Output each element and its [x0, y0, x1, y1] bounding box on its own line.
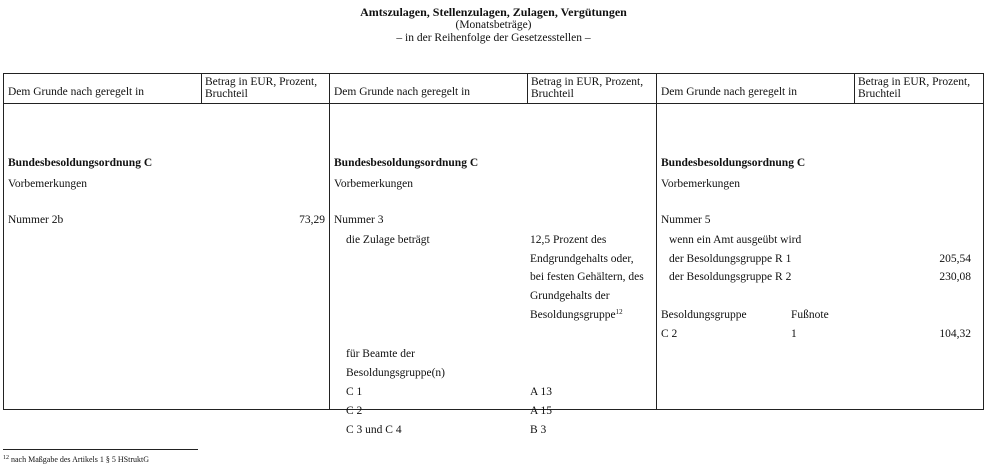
zulage-value-line: bei festen Gehältern, des [530, 271, 644, 283]
grade-row-value: 230,08 [939, 271, 971, 283]
item-label: Nummer 2b [8, 214, 64, 226]
section-heading: Bundesbesoldungsordnung C [8, 157, 153, 169]
group-row-value: B 3 [530, 424, 547, 436]
item-label: Nummer 3 [334, 214, 384, 226]
group-row-value: A 13 [530, 386, 553, 398]
group-row-label: C 1 [346, 386, 363, 398]
column-block-3 [657, 104, 984, 410]
beamte-label: Besoldungsgruppe(n) [346, 367, 446, 379]
section-heading: Bundesbesoldungsordnung C [334, 157, 479, 169]
group-row-label: C 3 und C 4 [346, 424, 402, 436]
amount-value: 104,32 [939, 328, 971, 340]
zulage-value-line: Besoldungsgruppe$^{12}$ [530, 308, 623, 321]
footnote-reference: 12 [615, 308, 623, 316]
document-header [0, 6, 987, 45]
footnote-column-header: Fußnote [791, 309, 829, 321]
header-cell-basis-3: Dem Grunde nach geregelt in [657, 74, 855, 104]
section-subheading: Vorbemerkungen [334, 178, 413, 190]
allowance-table [3, 73, 984, 436]
footnote-text: nach Maßgabe des Artikels 1 § 5 HStruktG [11, 455, 149, 464]
section-heading: Bundesbesoldungsordnung C [661, 157, 806, 169]
column-block-2 [330, 104, 657, 436]
grade-row-value: 205,54 [939, 253, 971, 265]
section-subheading: Vorbemerkungen [8, 178, 87, 190]
header-cell-basis-2: Dem Grunde nach geregelt in [330, 74, 528, 104]
zulage-label: die Zulage beträgt [346, 234, 430, 246]
group-row-value: A 15 [530, 405, 553, 417]
item-label: Nummer 5 [661, 214, 711, 226]
group-value: C 2 [661, 328, 678, 340]
group-row-label: C 2 [346, 405, 363, 417]
group-column-header: Besoldungsgruppe [661, 309, 747, 321]
footnote [3, 455, 149, 464]
grade-row-label: der Besoldungsgruppe R 1 [669, 253, 792, 265]
condition-text: wenn ein Amt ausgeübt wird [669, 234, 802, 246]
item-value: 73,29 [299, 214, 325, 226]
zulage-value-line: 12,5 Prozent des [530, 234, 607, 246]
header-cell-amount-2: Betrag in EUR, Prozent, Bruchteil [528, 74, 657, 104]
table-header-row [4, 74, 984, 104]
section-subheading: Vorbemerkungen [661, 178, 740, 190]
footnote-value: 1 [791, 328, 797, 340]
zulage-value-line: Endgrundgehalts oder, [530, 253, 634, 265]
header-cell-amount-1: Betrag in EUR, Prozent, Bruchteil [202, 74, 330, 104]
header-cell-basis-1: Dem Grunde nach geregelt in [4, 74, 202, 104]
zulage-value-line: Grundgehalts der [530, 290, 610, 302]
table-body-row [4, 104, 984, 410]
column-block-1 [4, 104, 330, 410]
grade-row-label: der Besoldungsgruppe R 2 [669, 271, 792, 283]
footnote-separator [3, 449, 198, 450]
document-title: Amtszulagen, Stellenzulagen, Zulagen, Vergütungen [360, 5, 627, 19]
footnote-marker: 12 [3, 455, 9, 461]
header-cell-amount-3: Betrag in EUR, Prozent, Bruchteil [855, 74, 984, 104]
document-subtitle: (Monatsbeträge) [455, 19, 532, 31]
beamte-label: für Beamte der [346, 348, 415, 360]
document-subtitle-order: – in der Reihenfolge der Gesetzesstellen – [396, 32, 591, 44]
